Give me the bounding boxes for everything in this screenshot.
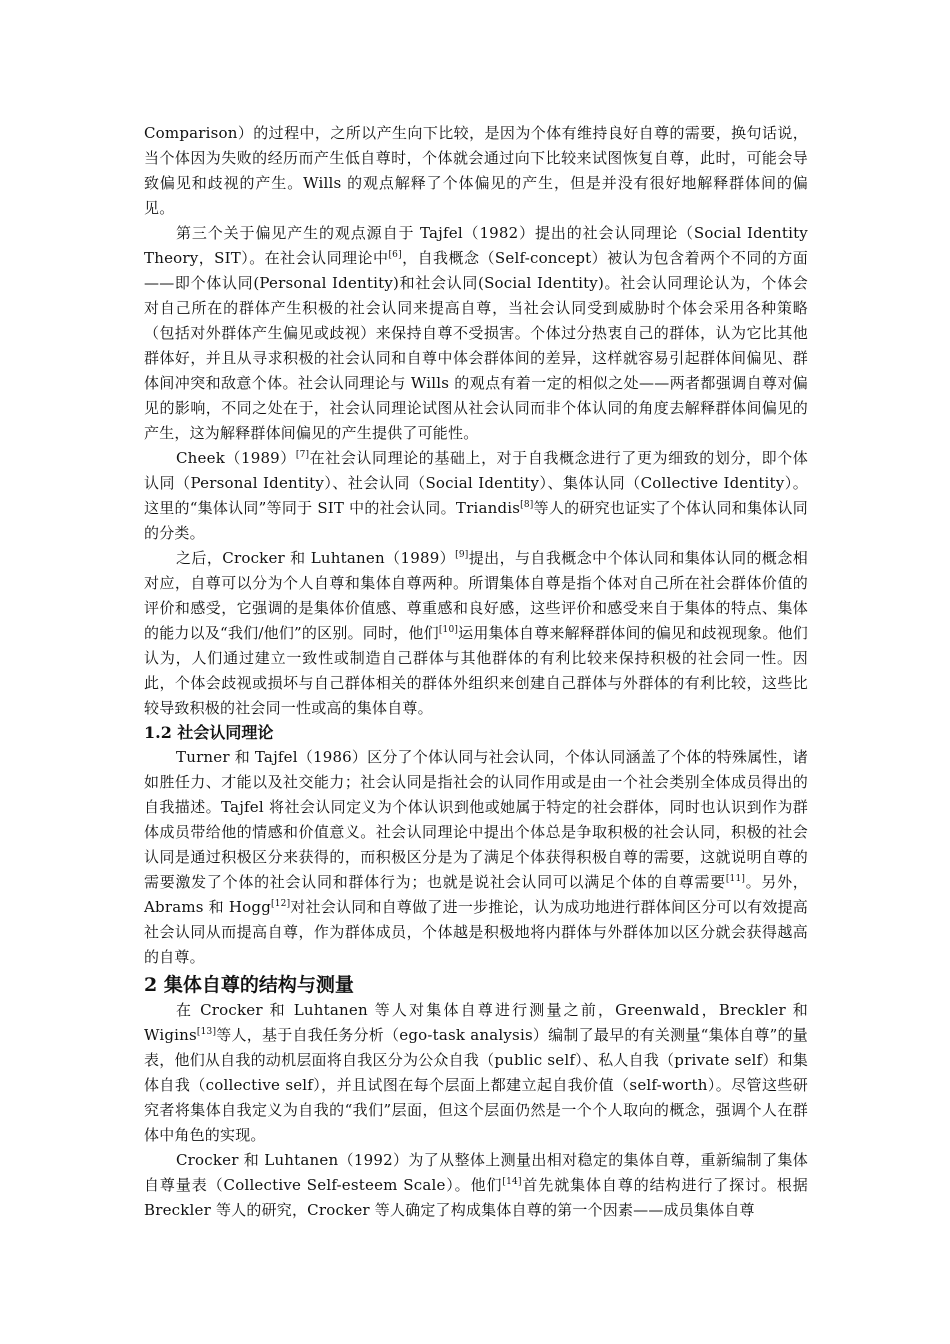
paragraph-cheek: Cheek（1989）[7]在社会认同理论的基础上，对于自我概念进行了更为细致的划分，即个体认同（Personal Identity）、社会认同（Social Identity）、集体认同（Collective Identity）。这里的“集体认同”等同于 SIT 中的社会认同。Triandis[8]等人的研究也证实了个体认同和集体认同的分类。 <box>144 449 809 542</box>
citation-10: [10] <box>438 625 459 635</box>
section-heading-1-2: 1.2 社会认同理论 <box>144 723 274 742</box>
citation-12: [12] <box>271 899 291 909</box>
citation-7: [7] <box>295 450 310 460</box>
citation-8: [8] <box>520 500 534 510</box>
paragraph-greenwald: 在 Crocker 和 Luhtanen 等人对集体自尊进行测量之前，Greenwald，Breckler 和 Wigins[13]等人，基于自我任务分析（ego-task analysis）编制了最早的有关测量“集体自尊”的量表，他们从自我的动机层面将自我区分为公众自我（public self）、私人自我（private self）和集体自我（collective self），并且试图在每个层面上都建立起自我价值（self-worth）。尽管这些研究者将集体自我定义为自我的“我们”层面，但这个层面仍然是一个个人取向的概念，强调个人在群体中角色的实现。 <box>144 1001 808 1144</box>
paragraph-crocker-luhtanen: 之后，Crocker 和 Luhtanen（1989）[9]提出，与自我概念中个体认同和集体认同的概念相对应，自尊可以分为个人自尊和集体自尊两种。所谓集体自尊是指个体对自己所在社会群体价值的评价和感受，它强调的是集体价值感、尊重感和良好感，这些评价和感受来自于集体的特点、集体的能力以及“我们/他们”的区别。同时，他们[10]运用集体自尊来解释群体间的偏见和歧视现象。他们认为，人们通过建立一致性或制造自己群体与其他群体的有利比较来保持积极的社会同一性。因此，个体会歧视或损坏与自己群体相关的群体外组织来创建自己群体与外群体的有利比较，这些比较导致积极的社会同一性或高的集体自尊。 <box>144 549 808 717</box>
document-page <box>144 121 808 1223</box>
citation-11: [11] <box>725 874 746 884</box>
citation-13: [13] <box>196 1027 217 1037</box>
citation-14: [14] <box>502 1177 522 1187</box>
section-heading-2: 2 集体自尊的结构与测量 <box>144 974 354 996</box>
paragraph-sit: 第三个关于偏见产生的观点源自于 Tajfel（1982）提出的社会认同理论（Social Identity Theory，SIT）。在社会认同理论中[6]，自我概念（Self-concept）被认为包含着两个不同的方面——即个体认同(Personal Identity)和社会认同(Social Identity)。社会认同理论认为，个体会对自己所在的群体产生积极的社会认同来提高自尊，当社会认同受到威胁时个体会采用各种策略（包括对外群体产生偏见或歧视）来保持自尊不受损害。个体过分热衷自己的群体，认为它比其他群体好，并且从寻求积极的社会认同和自尊中体会群体间的差异，这样就容易引起群体间偏见、群体间冲突和敌意个体。社会认同理论与 Wills 的观点有着一定的相似之处——两者都强调自尊对偏见的影响，不同之处在于，社会认同理论试图从社会认同而非个体认同的角度去解释群体间偏见的产生，这为解释群体间偏见的产生提供了可能性。 <box>144 224 808 442</box>
paragraph-turner-tajfel: Turner 和 Tajfel（1986）区分了个体认同与社会认同，个体认同涵盖了个体的特殊属性，诸如胜任力、才能以及社交能力；社会认同是指社会的认同作用或是由一个社会类别全体成员得出的自我描述。Tajfel 将社会认同定义为个体认识到他或她属于特定的社会群体，同时也认识到作为群体成员带给他的情感和价值意义。社会认同理论中提出个体总是争取积极的社会认同，积极的社会认同是通过积极区分来获得的，而积极区分是为了满足个体获得积极自尊的需要，这就说明自尊的需要激发了个体的社会认同和群体行为；也就是说社会认同可以满足个体的自尊需要[11]。另外，Abrams 和 Hogg[12]对社会认同和自尊做了进一步推论，认为成功地进行群体间区分可以有效提高社会认同从而提高自尊，作为群体成员，个体越是积极地将内群体与外群体加以区分就会获得越高的自尊。 <box>144 748 809 966</box>
citation-6: [6] <box>388 250 402 260</box>
paragraph-cse-scale: Crocker 和 Luhtanen（1992）为了从整体上测量出相对稳定的集体自尊，重新编制了集体自尊量表（Collective Self-esteem Scale）。他们[14]首先就集体自尊的结构进行了探讨。根据 Breckler 等人的研究，Crocker 等人确定了构成集体自尊的第一个因素——成员集体自尊 <box>144 1151 808 1219</box>
citation-9: [9] <box>455 550 469 560</box>
paragraph-continuation: Comparison）的过程中，之所以产生向下比较，是因为个体有维持良好自尊的需要，换句话说，当个体因为失败的经历而产生低自尊时，个体就会通过向下比较来试图恢复自尊，此时，可能会导致偏见和歧视的产生。Wills 的观点解释了个体偏见的产生，但是并没有很好地解释群体间的偏见。 <box>144 124 808 217</box>
